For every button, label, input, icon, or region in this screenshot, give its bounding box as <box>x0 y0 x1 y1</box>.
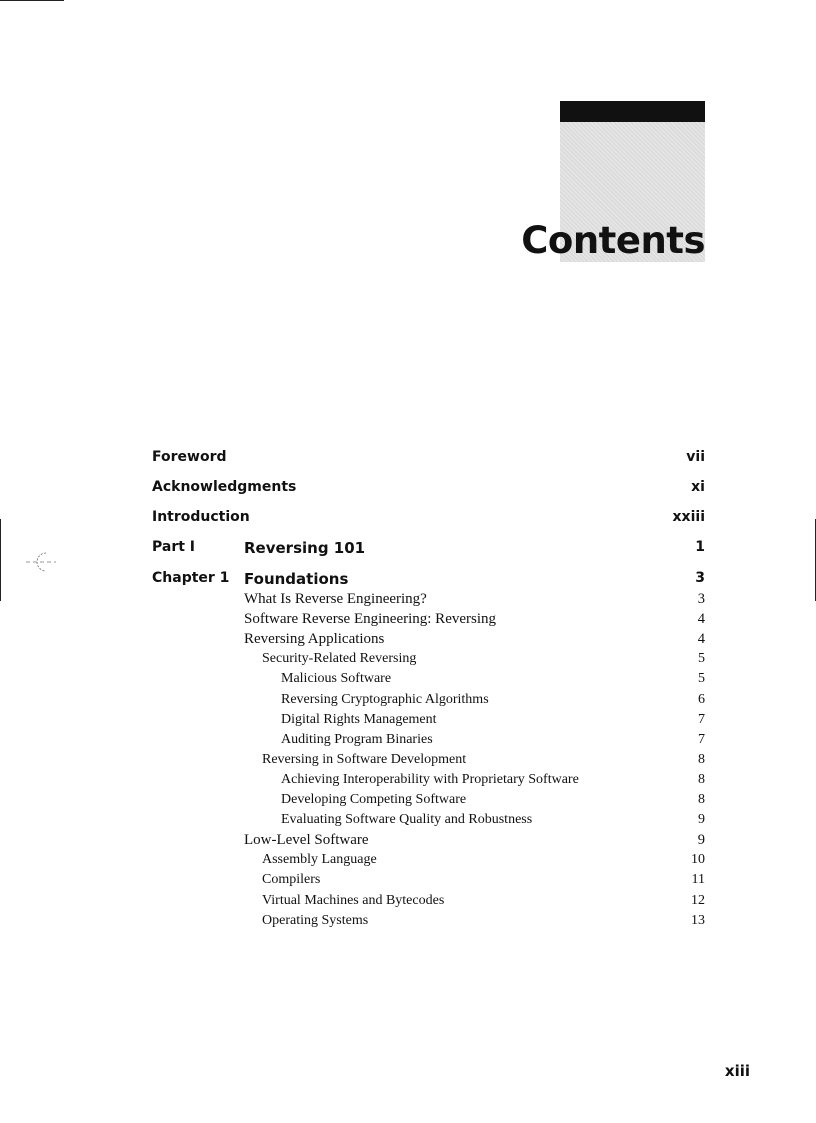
page-number: xiii <box>724 1062 750 1080</box>
toc-page-number: 9 <box>697 832 705 849</box>
toc-entry-title: Operating Systems <box>262 912 369 928</box>
toc-chapter-title: Foundations <box>244 570 349 588</box>
toc-entry-label: Introduction <box>152 509 250 525</box>
toc-page-number: 1 <box>695 539 705 555</box>
toc-page-number: xi <box>691 479 705 495</box>
toc-page-number: 3 <box>695 570 705 586</box>
toc-entry-title: Virtual Machines and Bytecodes <box>262 892 445 908</box>
toc-entry-title: Reversing Applications <box>244 631 385 648</box>
toc-entry-title: Malicious Software <box>281 671 392 687</box>
toc-page-number: xxiii <box>672 509 705 525</box>
toc-page-number: 5 <box>698 671 705 687</box>
toc-page-number: 8 <box>698 771 705 787</box>
crop-mark-left-edge <box>0 519 1 601</box>
toc-page-number: 8 <box>698 751 705 767</box>
registration-mark-icon <box>26 547 56 577</box>
toc-entry-title: Security-Related Reversing <box>262 651 417 667</box>
toc-entry-title: Evaluating Software Quality and Robustness <box>281 812 533 828</box>
toc-page-number: 5 <box>698 651 705 667</box>
toc-page-number: 7 <box>698 711 705 727</box>
toc-entry-title: Reversing Cryptographic Algorithms <box>281 691 489 707</box>
toc-page-number: 9 <box>698 812 705 828</box>
toc-page-number: 3 <box>697 591 705 607</box>
toc-entry-title: Assembly Language <box>262 852 377 868</box>
toc-page-number: 6 <box>698 691 705 707</box>
crop-mark-top-left <box>0 0 64 1</box>
toc-part-title: Reversing 101 <box>244 539 366 557</box>
toc-page-number: 4 <box>697 631 705 648</box>
toc-entry-title: Low-Level Software <box>244 832 369 849</box>
page-title: Contents <box>521 219 705 262</box>
toc-page-number: vii <box>686 449 705 465</box>
toc-entry-title: Developing Competing Software <box>281 792 467 807</box>
toc-page-number: 11 <box>691 872 705 888</box>
toc-page-number: 10 <box>691 852 705 868</box>
toc-part-label: Part I <box>152 539 196 555</box>
toc-page-number: 12 <box>691 892 705 908</box>
toc-page-number: 4 <box>697 611 705 628</box>
toc-entry-title: Auditing Program Binaries <box>281 731 433 747</box>
toc-entry-title: Reversing in Software Development <box>262 751 467 767</box>
toc-entry-title: Achieving Interoperability with Proprietary Software <box>281 771 579 787</box>
toc-page-number: 8 <box>698 792 705 807</box>
toc-entry-title: Digital Rights Management <box>281 711 437 727</box>
toc-entry-title: Software Reverse Engineering: Reversing <box>244 611 497 628</box>
toc-page-number: 13 <box>691 912 705 928</box>
toc-chapter-label: Chapter 1 <box>152 570 230 586</box>
toc-entry-title: Compilers <box>262 872 321 888</box>
toc-entry-label: Foreword <box>152 449 227 465</box>
toc-entry-title: What Is Reverse Engineering? <box>244 591 427 607</box>
toc-entry-label: Acknowledgments <box>152 479 297 495</box>
toc-page-number: 7 <box>698 731 705 747</box>
header-bar <box>560 101 705 122</box>
